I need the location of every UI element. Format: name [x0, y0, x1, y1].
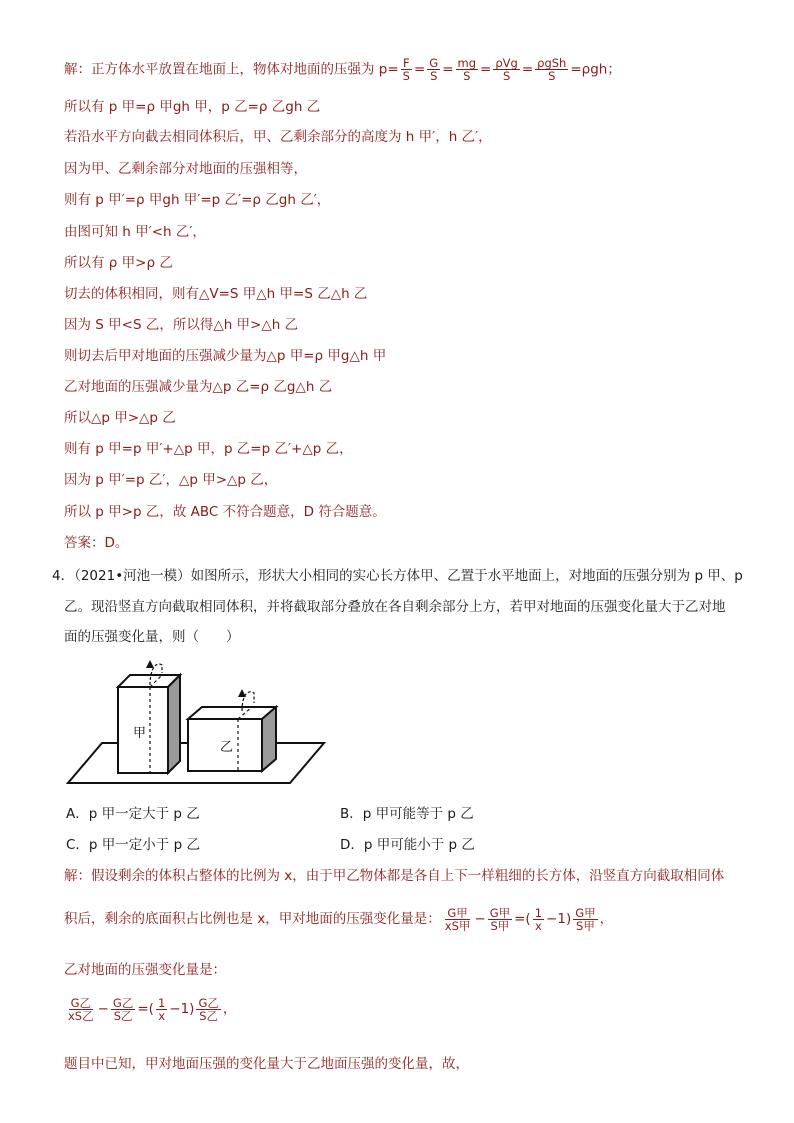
formula-prefix: 解：正方体水平放置在地面上，物体对地面的压强为 p= — [64, 61, 399, 78]
question-4-line-1: 4．（2021•河池一模）如图所示，形状大小相同的实心长方体甲、乙置于水平地面上，对地面的压强分别为 p 甲、p — [52, 568, 743, 584]
solution-line: 切去的体积相同，则有△V=S 甲△h 甲=S 乙△h 乙 — [64, 286, 368, 302]
figure-two-blocks — [66, 655, 328, 790]
fraction: $\frac{\text{G甲}}{\text{xS甲}}$ — [444, 905, 471, 933]
solution-line: 则有 p 甲=p 甲′+△p 甲，p 乙=p 乙′+△p 乙， — [64, 441, 353, 457]
option-d[interactable]: D．p 甲可能小于 p 乙 — [340, 837, 475, 853]
answer-line: 答案：D。 — [64, 535, 129, 551]
label-yi: 乙 — [220, 740, 234, 755]
fraction: $\frac{mg}{S}$ — [457, 56, 477, 83]
option-b[interactable]: B．p 甲可能等于 p 乙 — [340, 806, 474, 822]
solution-line: 乙对地面的压强减少量为△p 乙=ρ 乙g△h 乙 — [64, 379, 333, 395]
solution-line: 若沿水平方向截去相同体积后，甲、乙剩余部分的高度为 h 甲′，h 乙′， — [64, 129, 492, 145]
fraction: $\frac{1}{x}$ — [157, 995, 166, 1023]
solution-line: 因为 p 甲′=p 乙′，△p 甲>△p 乙， — [64, 472, 278, 488]
fraction: $\frac{\text{G乙}}{\text{S乙}}$ — [112, 995, 134, 1023]
solution-line: 则有 p 甲′=ρ 甲gh 甲′=p 乙′=ρ 乙gh 乙′， — [64, 192, 331, 208]
fraction: $\frac{\text{G甲}}{\text{S甲}}$ — [575, 905, 596, 933]
solution-b-line-2: 积后，剩余的底面积占比例也是 x，甲对地面的压强变化量是： $\frac{\text{G甲}}{\text{xS甲}}$ − $\frac{\text{G甲}}{\text{S甲}}$ =( $\frac{1}{x}$ −1) $\frac{\text{G甲}}{\text{S甲}}$ ， — [64, 905, 614, 933]
fraction: $\frac{F}{S}$ — [402, 56, 410, 83]
solution-line: 所以△p 甲>△p 乙 — [64, 410, 176, 426]
block-yi-side — [262, 707, 276, 771]
formula-suffix: =ρgh； — [570, 61, 621, 78]
solution-b-line-5: 题目中已知，甲对地面压强的变化量大于乙地面压强的变化量，故， — [64, 1056, 469, 1072]
fraction: $\frac{\text{ρVg}}{S}$ — [495, 56, 518, 83]
fraction: $\frac{1}{x}$ — [534, 905, 543, 933]
fraction: $\frac{\text{ρgSh}}{S}$ — [537, 56, 567, 83]
label-jia: 甲 — [133, 726, 147, 741]
solution-line: 则切去后甲对地面的压强减少量为△p 甲=ρ 甲g△h 甲 — [64, 348, 387, 364]
fraction: $\frac{\text{G乙}}{\text{S乙}}$ — [198, 995, 219, 1023]
solution-b-line-4: $\frac{\text{G乙}}{\text{xS乙}}$ − $\frac{\text{G乙}}{\text{S乙}}$ =( $\frac{1}{x}$ −1) $\frac{\text{G乙}}{\text{S乙}}$ ， — [68, 995, 237, 1023]
solution-line: 由图可知 h 甲′<h 乙′， — [64, 224, 206, 240]
solution-line: 所以有 ρ 甲>ρ 乙 — [64, 255, 173, 271]
solution-line: 因为 S 甲<S 乙，所以得△h 甲>△h 乙 — [64, 317, 299, 333]
option-a[interactable]: A．p 甲一定大于 p 乙 — [66, 806, 200, 822]
question-4-line-3: 面的压强变化量，则（ ） — [64, 629, 240, 645]
solution-line: 所以 p 甲>p 乙，故 ABC 不符合题意，D 符合题意。 — [64, 504, 386, 520]
solution-formula-line: 解：正方体水平放置在地面上，物体对地面的压强为 p= $\frac{F}{S}$ = $\frac{G}{S}$ = $\frac{mg}{S}$ = $\frac{\text{ρVg}}{S}$ = $\frac{\text{ρgSh}}{S}$ =ρgh； — [64, 56, 621, 83]
solution-line: 所以有 p 甲=ρ 甲gh 甲，p 乙=ρ 乙gh 乙 — [64, 99, 321, 115]
question-4-line-2: 乙。现沿竖直方向截取相同体积，并将截取部分叠放在各自剩余部分上方，若甲对地面的压强变化量大于乙对地 — [64, 599, 726, 615]
fraction: $\frac{\text{G甲}}{\text{S甲}}$ — [489, 905, 511, 933]
fraction: $\frac{G}{S}$ — [429, 56, 439, 83]
solution-b-line-3: 乙对地面的压强变化量是： — [64, 962, 226, 978]
fraction: $\frac{\text{G乙}}{\text{xS乙}}$ — [68, 995, 94, 1023]
block-jia-side — [168, 675, 180, 773]
solution-b-line-1: 解：假设剩余的体积占整体的比例为 x，由于甲乙物体都是各自上下一样粗细的长方体，沿竖直方向截取相同体 — [64, 868, 725, 884]
option-c[interactable]: C．p 甲一定小于 p 乙 — [66, 837, 200, 853]
solution-line: 因为甲、乙剩余部分对地面的压强相等， — [64, 161, 307, 177]
